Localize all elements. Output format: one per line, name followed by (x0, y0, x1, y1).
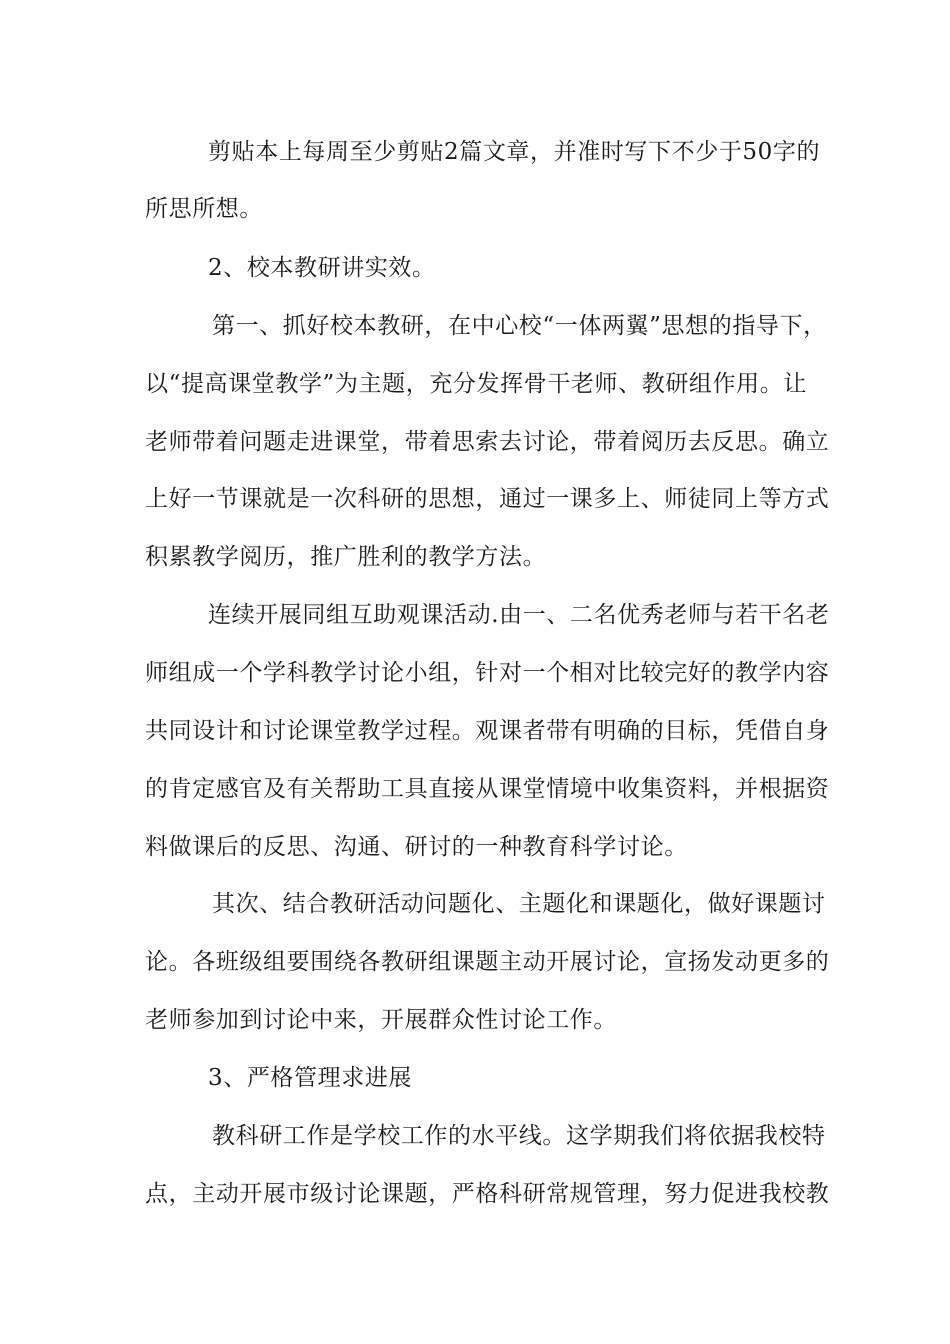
text-line: 第一、抓好校本教研，在中心校“一体两翼”思想的指导下， (212, 313, 827, 339)
text-line: 料做课后的反思、沟通、研讨的一种教育科学讨论。 (145, 834, 688, 860)
text-line: 教科研工作是学校工作的水平线。这学期我们将依据我校特 (212, 1123, 826, 1149)
text-line: 所思所想。 (145, 196, 263, 222)
section-heading: 2、校本教研讲实效。 (208, 255, 436, 281)
text-line: 连续开展同组互助观课活动.由一、二名优秀老师与若干名老 (208, 602, 830, 628)
text-line: 的肯定感官及有关帮助工具直接从课堂情境中收集资料，并根据资 (145, 776, 830, 802)
text-line: 共同设计和讨论课堂教学过程。观课者带有明确的目标，凭借自身 (145, 718, 830, 744)
text-line: 点，主动开展市级讨论课题，严格科研常规管理，努力促进我校教 (145, 1181, 830, 1207)
text-line: 师组成一个学科教学讨论小组，针对一个相对比较完好的教学内容 (145, 660, 830, 686)
text-line: 上好一节课就是一次科研的思想，通过一课多上、师徒同上等方式 (145, 486, 830, 512)
text-line: 剪贴本上每周至少剪贴2篇文章，并准时写下不少于50字的 (208, 139, 821, 165)
text-line: 积累教学阅历，推广胜利的教学方法。 (145, 544, 547, 570)
text-line: 老师参加到讨论中来，开展群众性讨论工作。 (145, 1007, 617, 1033)
section-heading: 3、严格管理求进展 (208, 1065, 413, 1091)
text-line: 其次、结合教研活动问题化、主题化和课题化，做好课题讨 (212, 891, 826, 917)
text-line: 以“提高课堂教学”为主题，充分发挥骨干老师、教研组作用。让 (145, 371, 807, 397)
text-line: 老师带着问题走进课堂，带着思索去讨论，带着阅历去反思。确立 (145, 429, 830, 455)
text-line: 论。各班级组要围绕各教研组课题主动开展讨论，宣扬发动更多的 (145, 949, 830, 975)
